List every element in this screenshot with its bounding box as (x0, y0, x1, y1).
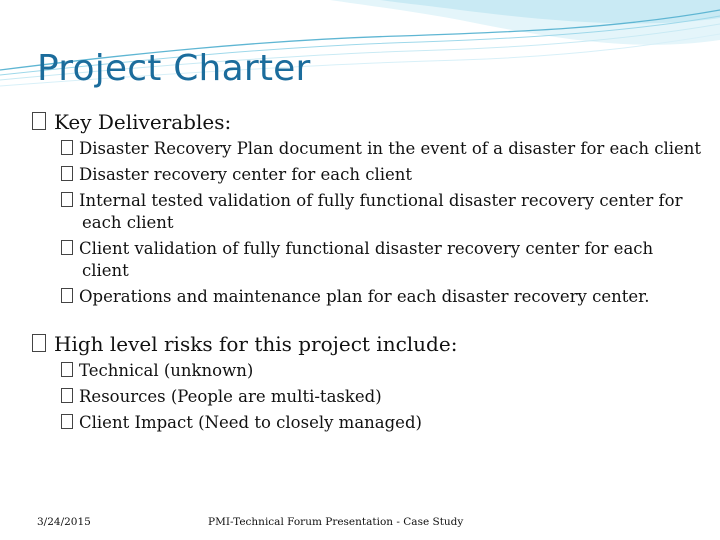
bullet-icon (61, 288, 73, 303)
bullet-icon (32, 334, 46, 352)
list-item: Client Impact (Need to closely managed) (32, 412, 702, 434)
bullet-icon (61, 140, 73, 155)
section-heading: Key Deliverables: (32, 108, 702, 136)
footer-text: PMI-Technical Forum Presentation - Case Study (208, 516, 464, 528)
list-item: Technical (unknown) (32, 360, 702, 382)
bullet-icon (61, 166, 73, 181)
list-item: Internal tested validation of fully functional disaster recovery center for each client (32, 190, 702, 234)
slide-body (32, 108, 702, 438)
bullet-icon (32, 112, 46, 130)
bullet-icon (61, 240, 73, 255)
bullet-icon (61, 388, 73, 403)
bullet-icon (61, 414, 73, 429)
bullet-icon (61, 362, 73, 377)
slide-title: Project Charter (37, 48, 311, 89)
list-item: Client validation of fully functional disaster recovery center for each client (32, 238, 702, 282)
footer-date: 3/24/2015 (37, 516, 91, 528)
bullet-icon (61, 192, 73, 207)
section-heading: High level risks for this project include: (32, 330, 702, 358)
list-item: Disaster Recovery Plan document in the event of a disaster for each client (32, 138, 702, 160)
list-item: Resources (People are multi-tasked) (32, 386, 702, 408)
list-item: Disaster recovery center for each client (32, 164, 702, 186)
list-item: Operations and maintenance plan for each disaster recovery center. (32, 286, 702, 308)
